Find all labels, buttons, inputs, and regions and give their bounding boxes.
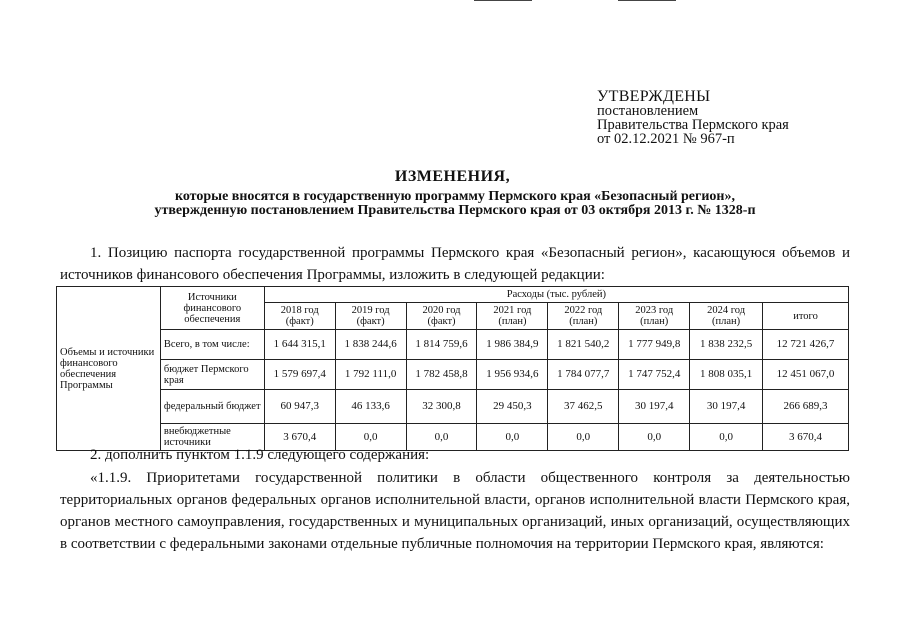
approval-title: УТВЕРЖДЕНЫ [597,88,711,105]
value-cell: 0,0 [406,424,477,451]
year-header-cell: 2019 год (факт) [335,303,406,330]
value-cell: 30 197,4 [619,390,690,424]
approval-line: постановлением [597,103,699,119]
subtitle-line: которые вносятся в государственную программу Пермского края «Безопасный регион», [174,189,735,204]
year-header-cell: 2021 год (план) [477,303,548,330]
year-header-cell: 2022 год (план) [548,303,619,330]
value-cell: 1 808 035,1 [690,360,763,390]
value-cell: 1 792 111,0 [335,360,406,390]
source-label: Всего, в том числе: [160,330,264,360]
value-cell: 0,0 [619,424,690,451]
value-cell: 60 947,3 [264,390,335,424]
year-header-cell: 2023 год (план) [619,303,690,330]
value-cell: 1 986 384,9 [477,330,548,360]
value-cell: 1 644 315,1 [264,330,335,360]
paragraph-3: «1.1.9. Приоритетами государственной политики в области общественного контроля за деятельностью территориальных органов федеральных органов исполнительной власти, органов исполнительной власти Пермского края, органов местного самоуправления, государственных и муниципальных организаций, иных организаций, осуществляющих в соответствии с федеральными законами отдельные публичные полномочия на территории Пермского края, являются: [60,470,850,552]
table-row [57,330,849,360]
source-label: бюджет Пермского края [160,360,264,390]
document-title: ИЗМЕНЕНИЯ, [394,168,511,185]
source-label: внебюджетные источники [160,424,264,451]
value-cell: 1 838 232,5 [690,330,763,360]
value-cell: 0,0 [335,424,406,451]
table-row [57,360,849,390]
value-cell: 1 956 934,6 [477,360,548,390]
table-header-row [57,287,849,303]
source-label: федеральный бюджет [160,390,264,424]
document-subtitle [100,190,810,218]
subtitle-line: утвержденную постановлением Правительства Пермского края от 03 октября 2013 г. № 1328-п [154,203,756,218]
year-header-cell: 2018 год (факт) [264,303,335,330]
value-cell: 0,0 [690,424,763,451]
total-header-cell: итого [763,303,849,330]
value-cell: 29 450,3 [477,390,548,424]
approval-stamp-block [597,90,789,146]
value-cell: 37 462,5 [548,390,619,424]
expenses-header-cell: Расходы (тыс. рублей) [264,287,848,303]
paragraph-2: 2. дополнить пунктом 1.1.9 следующего содержания: [90,447,430,463]
value-cell: 30 197,4 [690,390,763,424]
paragraph-1: 1. Позицию паспорта государственной программы Пермского края «Безопасный регион», касающуюся объемов и источников финансового обеспечения Программы, изложить в следующей редакции: [60,245,850,283]
sources-header-cell: Источники финансового обеспечения [160,287,264,330]
value-cell: 1 821 540,2 [548,330,619,360]
total-cell: 12 451 067,0 [763,360,849,390]
value-cell: 0,0 [548,424,619,451]
financing-table [56,286,849,451]
value-cell: 32 300,8 [406,390,477,424]
scan-artifact-line [618,0,676,1]
value-cell: 0,0 [477,424,548,451]
value-cell: 1 579 697,4 [264,360,335,390]
approval-date: от 02.12.2021 № 967-п [597,131,735,147]
value-cell: 1 782 458,8 [406,360,477,390]
total-cell: 266 689,3 [763,390,849,424]
year-header-cell: 2020 год (факт) [406,303,477,330]
scan-artifact-line [474,0,532,1]
value-cell: 1 784 077,7 [548,360,619,390]
total-cell: 3 670,4 [763,424,849,451]
total-cell: 12 721 426,7 [763,330,849,360]
value-cell: 1 777 949,8 [619,330,690,360]
row-header-cell: Объемы и источники финансового обеспечения Программы [57,287,161,451]
approval-line: Правительства Пермского края [597,117,789,133]
value-cell: 1 814 759,6 [406,330,477,360]
value-cell: 1 747 752,4 [619,360,690,390]
year-header-cell: 2024 год (план) [690,303,763,330]
value-cell: 3 670,4 [264,424,335,451]
value-cell: 46 133,6 [335,390,406,424]
table-row [57,390,849,424]
value-cell: 1 838 244,6 [335,330,406,360]
